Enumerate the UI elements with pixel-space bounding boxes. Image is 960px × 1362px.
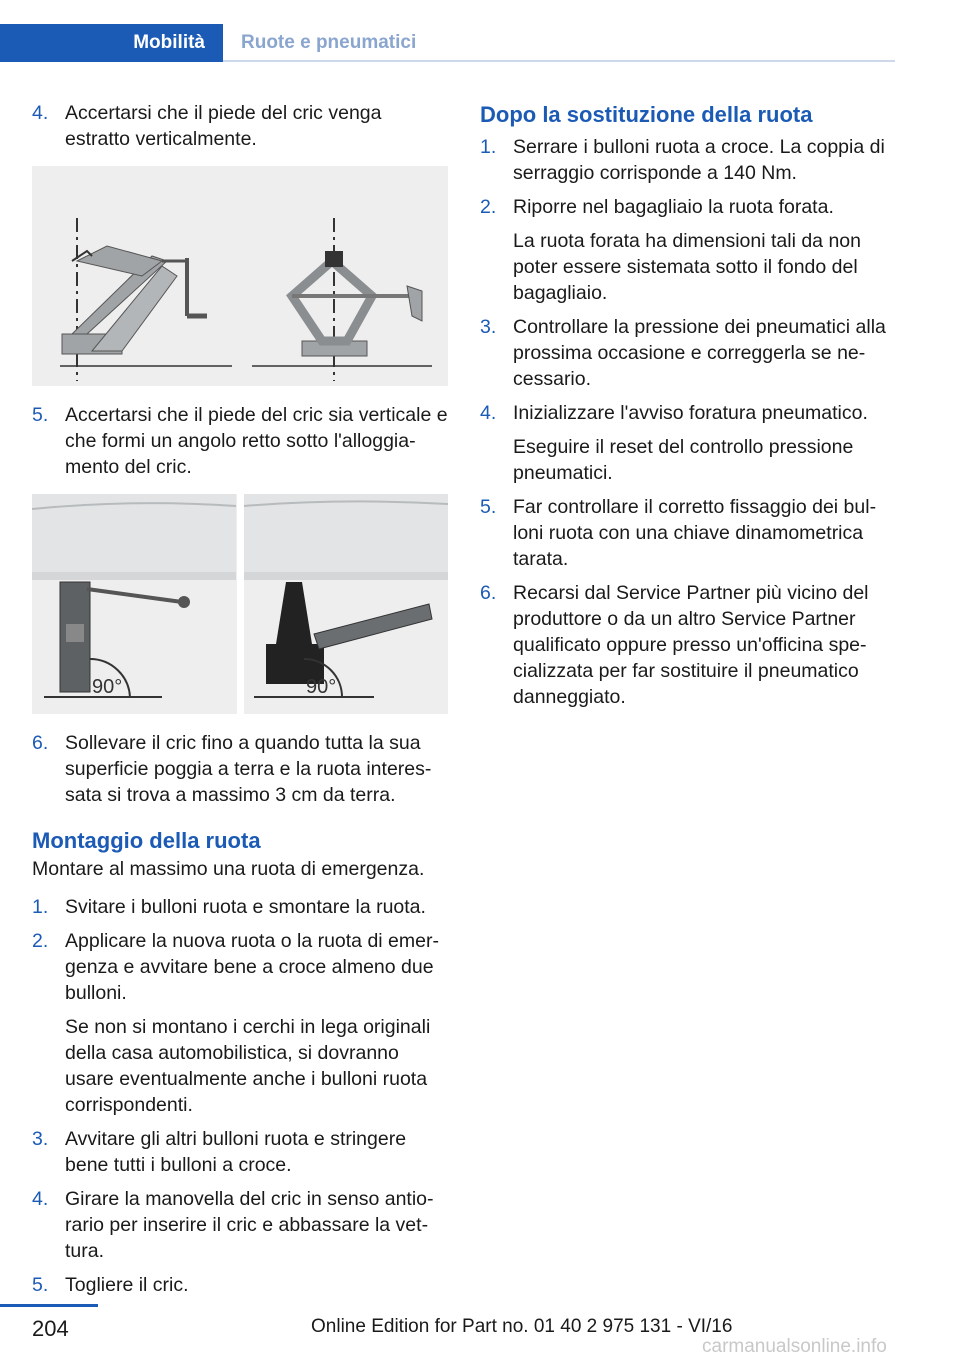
steps-group-b — [32, 402, 448, 480]
step-item — [480, 580, 896, 710]
step-item — [32, 1126, 448, 1178]
after-heading: Dopo la sostituzione della ruota — [480, 102, 813, 127]
step-item — [32, 402, 448, 480]
jack-angle-right-panel — [244, 494, 449, 714]
step-text: Togliere il cric. — [65, 1274, 189, 1296]
step-text: Controllare la pressione dei pneumatici alla prossima occasione e correggerla se necessario. — [513, 316, 886, 390]
header-divider — [223, 60, 895, 62]
step-text: Girare la manovella del cric in senso antiorario per inserire il cric e abbassare la vettura. — [65, 1188, 434, 1262]
step-item — [480, 400, 896, 426]
step-number: 4. — [32, 102, 49, 124]
step-item — [32, 1186, 448, 1264]
step-item — [32, 730, 448, 808]
step-number: 1. — [32, 896, 49, 918]
step-text: Riporre nel bagagliaio la ruota forata. — [513, 196, 834, 218]
step-number: 5. — [480, 496, 497, 518]
mount-heading: Montaggio della ruota — [32, 828, 261, 853]
steps-group-a — [32, 100, 448, 152]
step-text: Recarsi dal Service Partner più vicino del produttore o da un altro Service Partner qualificato oppure presso un'officina specializzata per far sostituire il pneumatico danneggiato. — [513, 582, 869, 708]
step-number: 1. — [480, 136, 497, 158]
step-text: Svitare i bulloni ruota e smontare la ruota. — [65, 896, 426, 918]
step-text: Inizializzare l'avviso foratura pneumatico. — [513, 402, 868, 424]
step-text: Sollevare il cric fino a quando tutta la sua superficie poggia a terra e la ruota interessata si trova a massimo 3 cm da terra. — [65, 732, 432, 806]
step-number: 5. — [32, 1274, 49, 1296]
mount-steps-list — [32, 894, 448, 1298]
step-item — [480, 134, 896, 186]
mount-intro: Montare al massimo una ruota di emergenza. — [32, 858, 425, 880]
steps-group-c — [32, 730, 448, 808]
angle-label: 90° — [92, 676, 123, 698]
jack-right-angle-figure — [32, 494, 448, 714]
jack-angle-left-panel — [32, 494, 237, 714]
jack-illustration — [32, 166, 448, 386]
right-column — [480, 100, 896, 718]
footer-divider — [0, 1304, 98, 1307]
step-number: 4. — [480, 402, 497, 424]
step-note: Se non si montano i cerchi in lega originali della casa automobilistica, si dovranno usare eventualmente anche i bulloni ruota corrispondenti. — [65, 1016, 431, 1116]
step-text: Far controllare il corretto fissaggio dei bulloni ruota con una chiave dinamometrica tarata. — [513, 496, 877, 570]
step-item — [480, 194, 896, 220]
jack-vertical-figure — [32, 166, 448, 386]
angle-label: 90° — [305, 676, 336, 698]
step-number: 5. — [32, 404, 49, 426]
step-number: 4. — [32, 1188, 49, 1210]
step-number: 3. — [32, 1128, 49, 1150]
step-item — [32, 100, 448, 152]
step-item — [32, 894, 448, 920]
step-number: 3. — [480, 316, 497, 338]
step-text: Avvitare gli altri bulloni ruota e stringere bene tutti i bulloni a croce. — [65, 1128, 407, 1176]
step-item — [480, 314, 896, 392]
step-note: La ruota forata ha dimensioni tali da non poter essere sistemata sotto il fondo del bagagliaio. — [513, 230, 861, 304]
watermark: carmanualsonline.info — [702, 1336, 887, 1357]
step-number: 2. — [32, 930, 49, 952]
step-item — [32, 928, 448, 1006]
edition-note: Online Edition for Part no. 01 40 2 975 131 - VI/16 — [311, 1316, 733, 1337]
page-header — [0, 0, 895, 62]
step-text: Accertarsi che il piede del cric venga estratto verticalmente. — [65, 102, 382, 150]
page-number: 204 — [32, 1316, 69, 1341]
step-number: 6. — [480, 582, 497, 604]
after-steps-list — [480, 134, 896, 710]
jack-angle-illustration-left — [32, 494, 236, 714]
left-column — [32, 100, 448, 1306]
step-text: Serrare i bulloni ruota a croce. La coppia di serraggio corrisponde a 140 Nm. — [513, 136, 885, 184]
jack-angle-illustration-right — [244, 494, 448, 714]
step-number: 6. — [32, 732, 49, 754]
step-item — [32, 1272, 448, 1298]
step-item — [480, 494, 896, 572]
step-text: Accertarsi che il piede del cric sia verticale e che formi un angolo retto sotto l'alloggiamento del cric. — [65, 404, 448, 478]
step-number: 2. — [480, 196, 497, 218]
step-note: Eseguire il reset del controllo pressione pneumatici. — [513, 436, 854, 484]
section-tab: Mobilità — [0, 24, 223, 62]
step-text: Applicare la nuova ruota o la ruota di emergenza e avvitare bene a croce almeno due bulloni. — [65, 930, 439, 1004]
subsection-tab: Ruote e pneumatici — [241, 32, 417, 53]
